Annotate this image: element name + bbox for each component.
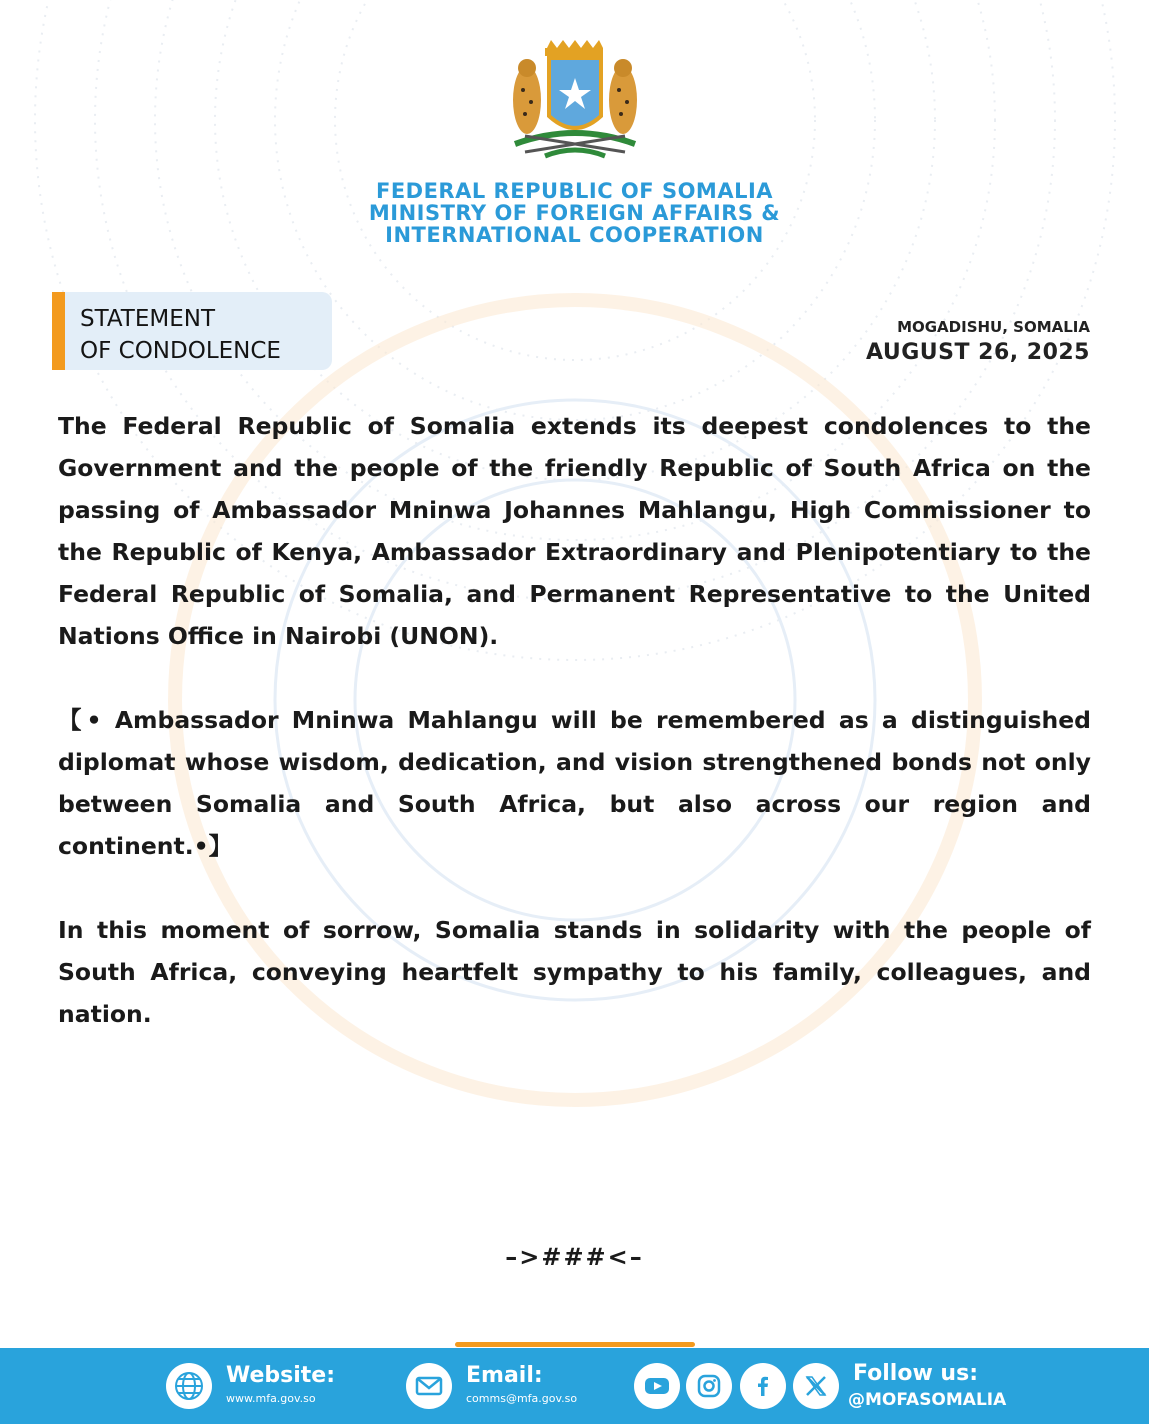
ministry-line-3: INTERNATIONAL COOPERATION <box>385 223 764 247</box>
follow-label: Follow us: <box>853 1361 978 1386</box>
email-link[interactable]: comms@mfa.gov.so <box>466 1392 578 1405</box>
ministry-title <box>0 180 1149 246</box>
footer <box>0 1348 1149 1424</box>
body-paragraph-2: 【• Ambassador Mninwa Mahlangu will be remembered as a distinguished diplomat whose wisdom, dedication, and vision strengthened bonds not only between Somalia and South Africa, but also across our region and continent.•】 <box>58 706 1091 860</box>
body-paragraph-3: In this moment of sorrow, Somalia stands in solidarity with the people of South Africa, conveying heartfelt sympathy to his family, colleagues, and nation. <box>58 916 1091 1028</box>
ministry-line-2: MINISTRY OF FOREIGN AFFAIRS & <box>368 201 781 225</box>
statement-label-line-2: OF CONDOLENCE <box>80 338 281 364</box>
coat-of-arms-emblem <box>505 40 645 170</box>
website-link[interactable]: www.mfa.gov.so <box>226 1392 316 1405</box>
statement-label-line-1: STATEMENT <box>80 306 216 332</box>
end-mark: –>###<– <box>505 1243 644 1271</box>
statement-type-label <box>52 292 332 370</box>
statement-body <box>58 405 1091 1077</box>
email-label: Email: <box>466 1363 543 1388</box>
youtube-icon[interactable] <box>634 1363 680 1409</box>
facebook-icon[interactable] <box>740 1363 786 1409</box>
footer-accent-bar <box>455 1342 695 1347</box>
x-icon[interactable] <box>793 1363 839 1409</box>
body-paragraph-1: The Federal Republic of Somalia extends its deepest condolences to the Government and the people of the friendly Republic of South Africa on the passing of Ambassador Mninwa Johannes Mahlangu, High Commissioner to the Republic of Kenya, Ambassador Extraordinary and Plenipotentiary to the Federal Republic of Somalia, and Permanent Representative to the United Nations Office in Nairobi (UNON). <box>58 412 1091 650</box>
dateline-date: AUGUST 26, 2025 <box>865 340 1090 365</box>
envelope-icon <box>406 1363 452 1409</box>
instagram-icon[interactable] <box>686 1363 732 1409</box>
dateline-place: MOGADISHU, SOMALIA <box>897 318 1090 336</box>
website-label: Website: <box>226 1363 336 1388</box>
globe-icon <box>166 1363 212 1409</box>
ministry-line-1: FEDERAL REPUBLIC OF SOMALIA <box>375 179 774 203</box>
social-handle[interactable]: @MOFASOMALIA <box>848 1390 1007 1410</box>
